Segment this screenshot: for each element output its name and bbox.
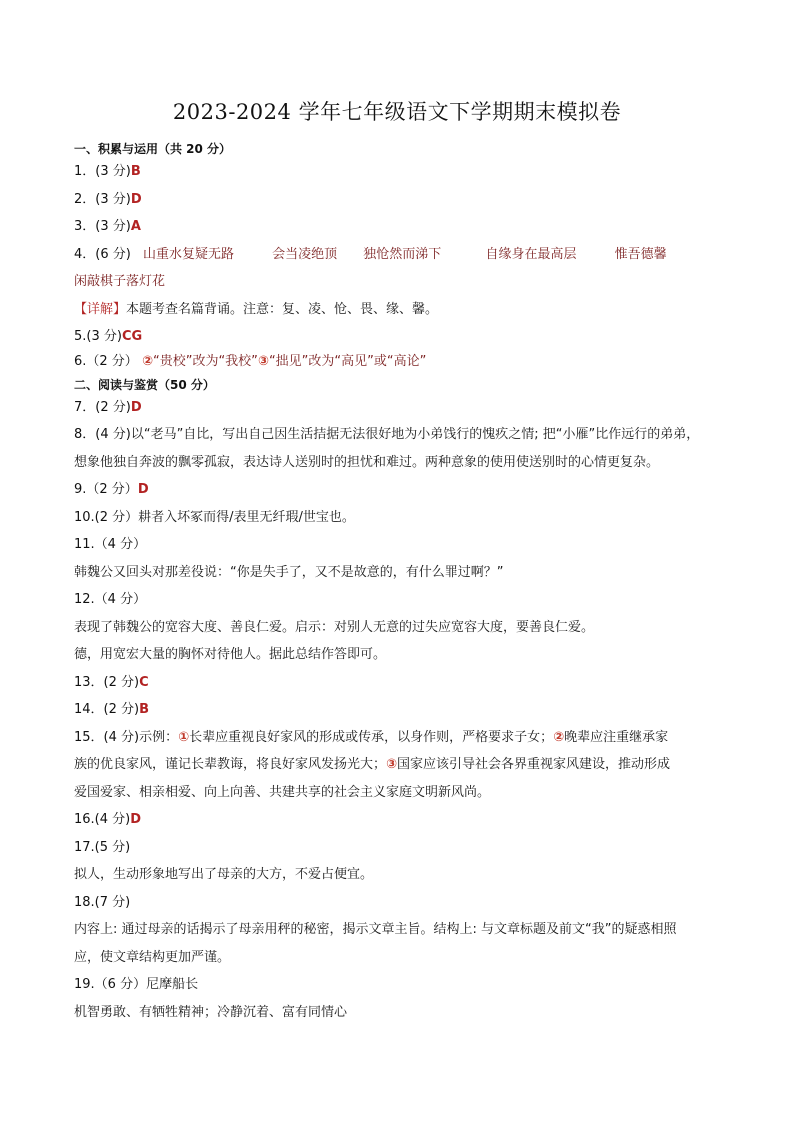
answer-value: B — [139, 702, 150, 717]
answer-text: 拟人，生动形象地写出了母亲的大方，不爱占便宜。 — [74, 867, 374, 882]
answer-text: 德，用宽宏大量的胸怀对待他人。据此总结作答即可。 — [74, 647, 387, 662]
circled-number: ② — [141, 353, 153, 369]
answer-text: 晚辈应注重继承家 — [564, 729, 669, 745]
answer-value: D — [130, 191, 142, 207]
answer-text: 应，使文章结构更加严谨。 — [74, 949, 231, 965]
answer-q3 — [74, 213, 724, 241]
detail-note — [74, 296, 724, 324]
detail-text: 本题考查名篇背诵。注意：复、凌、怆、畏、缘、馨。 — [126, 301, 439, 317]
answer-q11-text — [74, 559, 724, 587]
answer-value: D — [130, 399, 142, 415]
answer-value: D — [130, 812, 142, 827]
detail-tag: 【详解】 — [74, 301, 127, 317]
answer-text: 爱国爱家、相亲相爱、向上向善、共建共享的社会主义家庭文明新风尚。 — [74, 784, 491, 800]
question-number: 2．(3 分) — [74, 191, 131, 207]
question-number: 7．(2 分) — [74, 399, 131, 415]
answer-q15-cont2 — [74, 779, 724, 807]
answer-q12-text — [74, 614, 724, 642]
answer-text: 内容上: 通过母亲的话揭示了母亲用秤的秘密，揭示文章主旨。结构上: 与文章标题及前文“我”的疑惑相照 — [74, 922, 677, 937]
question-number: 14．(2 分) — [74, 702, 140, 717]
answer-text: 耕者入坏冢而得/表里无纤瑕/世宝也。 — [138, 509, 355, 525]
answer-text: 机智勇敢、有牺牲精神；冷静沉着、富有同情心 — [74, 1004, 348, 1020]
question-number: 3．(3 分) — [74, 219, 131, 234]
question-number: 4．(6 分) — [74, 246, 131, 262]
answer-q18-text — [74, 916, 724, 944]
answer-q2 — [74, 186, 724, 214]
circled-number: ② — [553, 729, 565, 745]
poem-line: 山重水复疑无路 — [142, 246, 234, 262]
answer-value: A — [130, 219, 141, 234]
question-number: 5.(3 分) — [74, 329, 122, 344]
answer-q1 — [74, 158, 724, 186]
answer-value: B — [130, 164, 141, 179]
question-number: 15．(4 分) — [74, 729, 140, 745]
answer-q15 — [74, 724, 724, 752]
answer-text: 韩魏公又回头对那差役说：“你是失手了，又不是故意的，有什么罪过啊？” — [74, 564, 504, 580]
answer-text: 族的优良家风，谨记长辈教诲，将良好家风发扬光大； — [74, 757, 387, 772]
question-number: 1．(3 分) — [74, 164, 131, 179]
answer-q14 — [74, 696, 724, 724]
answer-text: 以“老马”自比，写出自己因生活拮据无法很好地为小弟饯行的愧疚之情; 把“小雁”比作远行的弟弟， — [130, 427, 700, 442]
question-number: 19.（6 分） — [74, 977, 147, 992]
poem-line: 惟吾德馨 — [614, 246, 667, 262]
question-number: 10.(2 分） — [74, 509, 139, 525]
answer-content — [74, 141, 724, 1026]
answer-text: 国家应该引导社会各界重视家风建设，推动形成 — [397, 757, 671, 772]
question-number: 13．(2 分) — [74, 674, 140, 690]
answer-q12-cont — [74, 641, 724, 669]
answer-q17-text — [74, 861, 724, 889]
question-number: 16.(4 分) — [74, 812, 131, 827]
answer-q4-cont — [74, 268, 724, 296]
answer-text: “贵校”改为“我校” — [152, 353, 258, 369]
answer-q13 — [74, 669, 724, 697]
circled-number: ① — [178, 729, 190, 745]
circled-number: ③ — [257, 353, 269, 369]
answer-q6 — [74, 351, 724, 373]
answer-q4 — [74, 241, 724, 269]
section-heading-1: 一、积累与运用（共 20 分） — [74, 142, 232, 156]
poem-line: 独怆然而涕下 — [363, 246, 442, 262]
answer-q19 — [74, 971, 724, 999]
answer-text: 示例： — [139, 729, 179, 745]
question-number: 6.（2 分） — [74, 353, 138, 369]
answer-q12 — [74, 586, 724, 614]
answer-q10 — [74, 504, 724, 532]
answer-q16 — [74, 806, 724, 834]
answer-q18-cont — [74, 944, 724, 972]
answer-q8-cont — [74, 449, 724, 477]
question-number: 8．(4 分) — [74, 427, 131, 442]
answer-text: 尼摩船长 — [146, 977, 199, 992]
answer-q5 — [74, 323, 724, 351]
answer-text: 想象他独自奔波的飘零孤寂，表达诗人送别时的担忧和难过。两种意象的使用使送别时的心情更复杂。 — [74, 454, 660, 470]
question-number: 18.(7 分) — [74, 894, 131, 910]
section-heading-2: 二、阅读与鉴赏（50 分） — [74, 377, 215, 392]
question-number: 9.（2 分） — [74, 482, 138, 497]
question-number: 11.（4 分） — [74, 537, 147, 552]
answer-q11 — [74, 531, 724, 559]
answer-text: 长辈应重视良好家风的形成或传承，以身作则，严格要求子女； — [189, 729, 554, 745]
circled-number: ③ — [386, 757, 398, 772]
answer-q17 — [74, 834, 724, 862]
answer-q15-cont — [74, 751, 724, 779]
poem-line: 闲敲棋子落灯花 — [74, 274, 166, 289]
answer-q7 — [74, 394, 724, 422]
answer-value: CG — [121, 329, 143, 344]
page-title: 2023-2024 学年七年级语文下学期期末模拟卷 — [172, 100, 622, 124]
answer-text: “拙见”改为“高见”或“高论” — [268, 353, 427, 369]
answer-q9 — [74, 476, 724, 504]
poem-line: 自缘身在最高层 — [485, 246, 577, 262]
answer-value: C — [139, 674, 149, 690]
answer-value: D — [137, 482, 149, 497]
answer-text: 表现了韩魏公的宽容大度、善良仁爱。启示：对别人无意的过失应宽容大度，要善良仁爱。 — [74, 619, 595, 635]
answer-q8 — [74, 421, 724, 449]
question-number: 17.(5 分) — [74, 839, 131, 855]
answer-q18 — [74, 889, 724, 917]
question-number: 12.（4 分） — [74, 592, 147, 607]
poem-line: 会当凌绝顶 — [272, 246, 338, 262]
answer-q19-text — [74, 999, 724, 1027]
